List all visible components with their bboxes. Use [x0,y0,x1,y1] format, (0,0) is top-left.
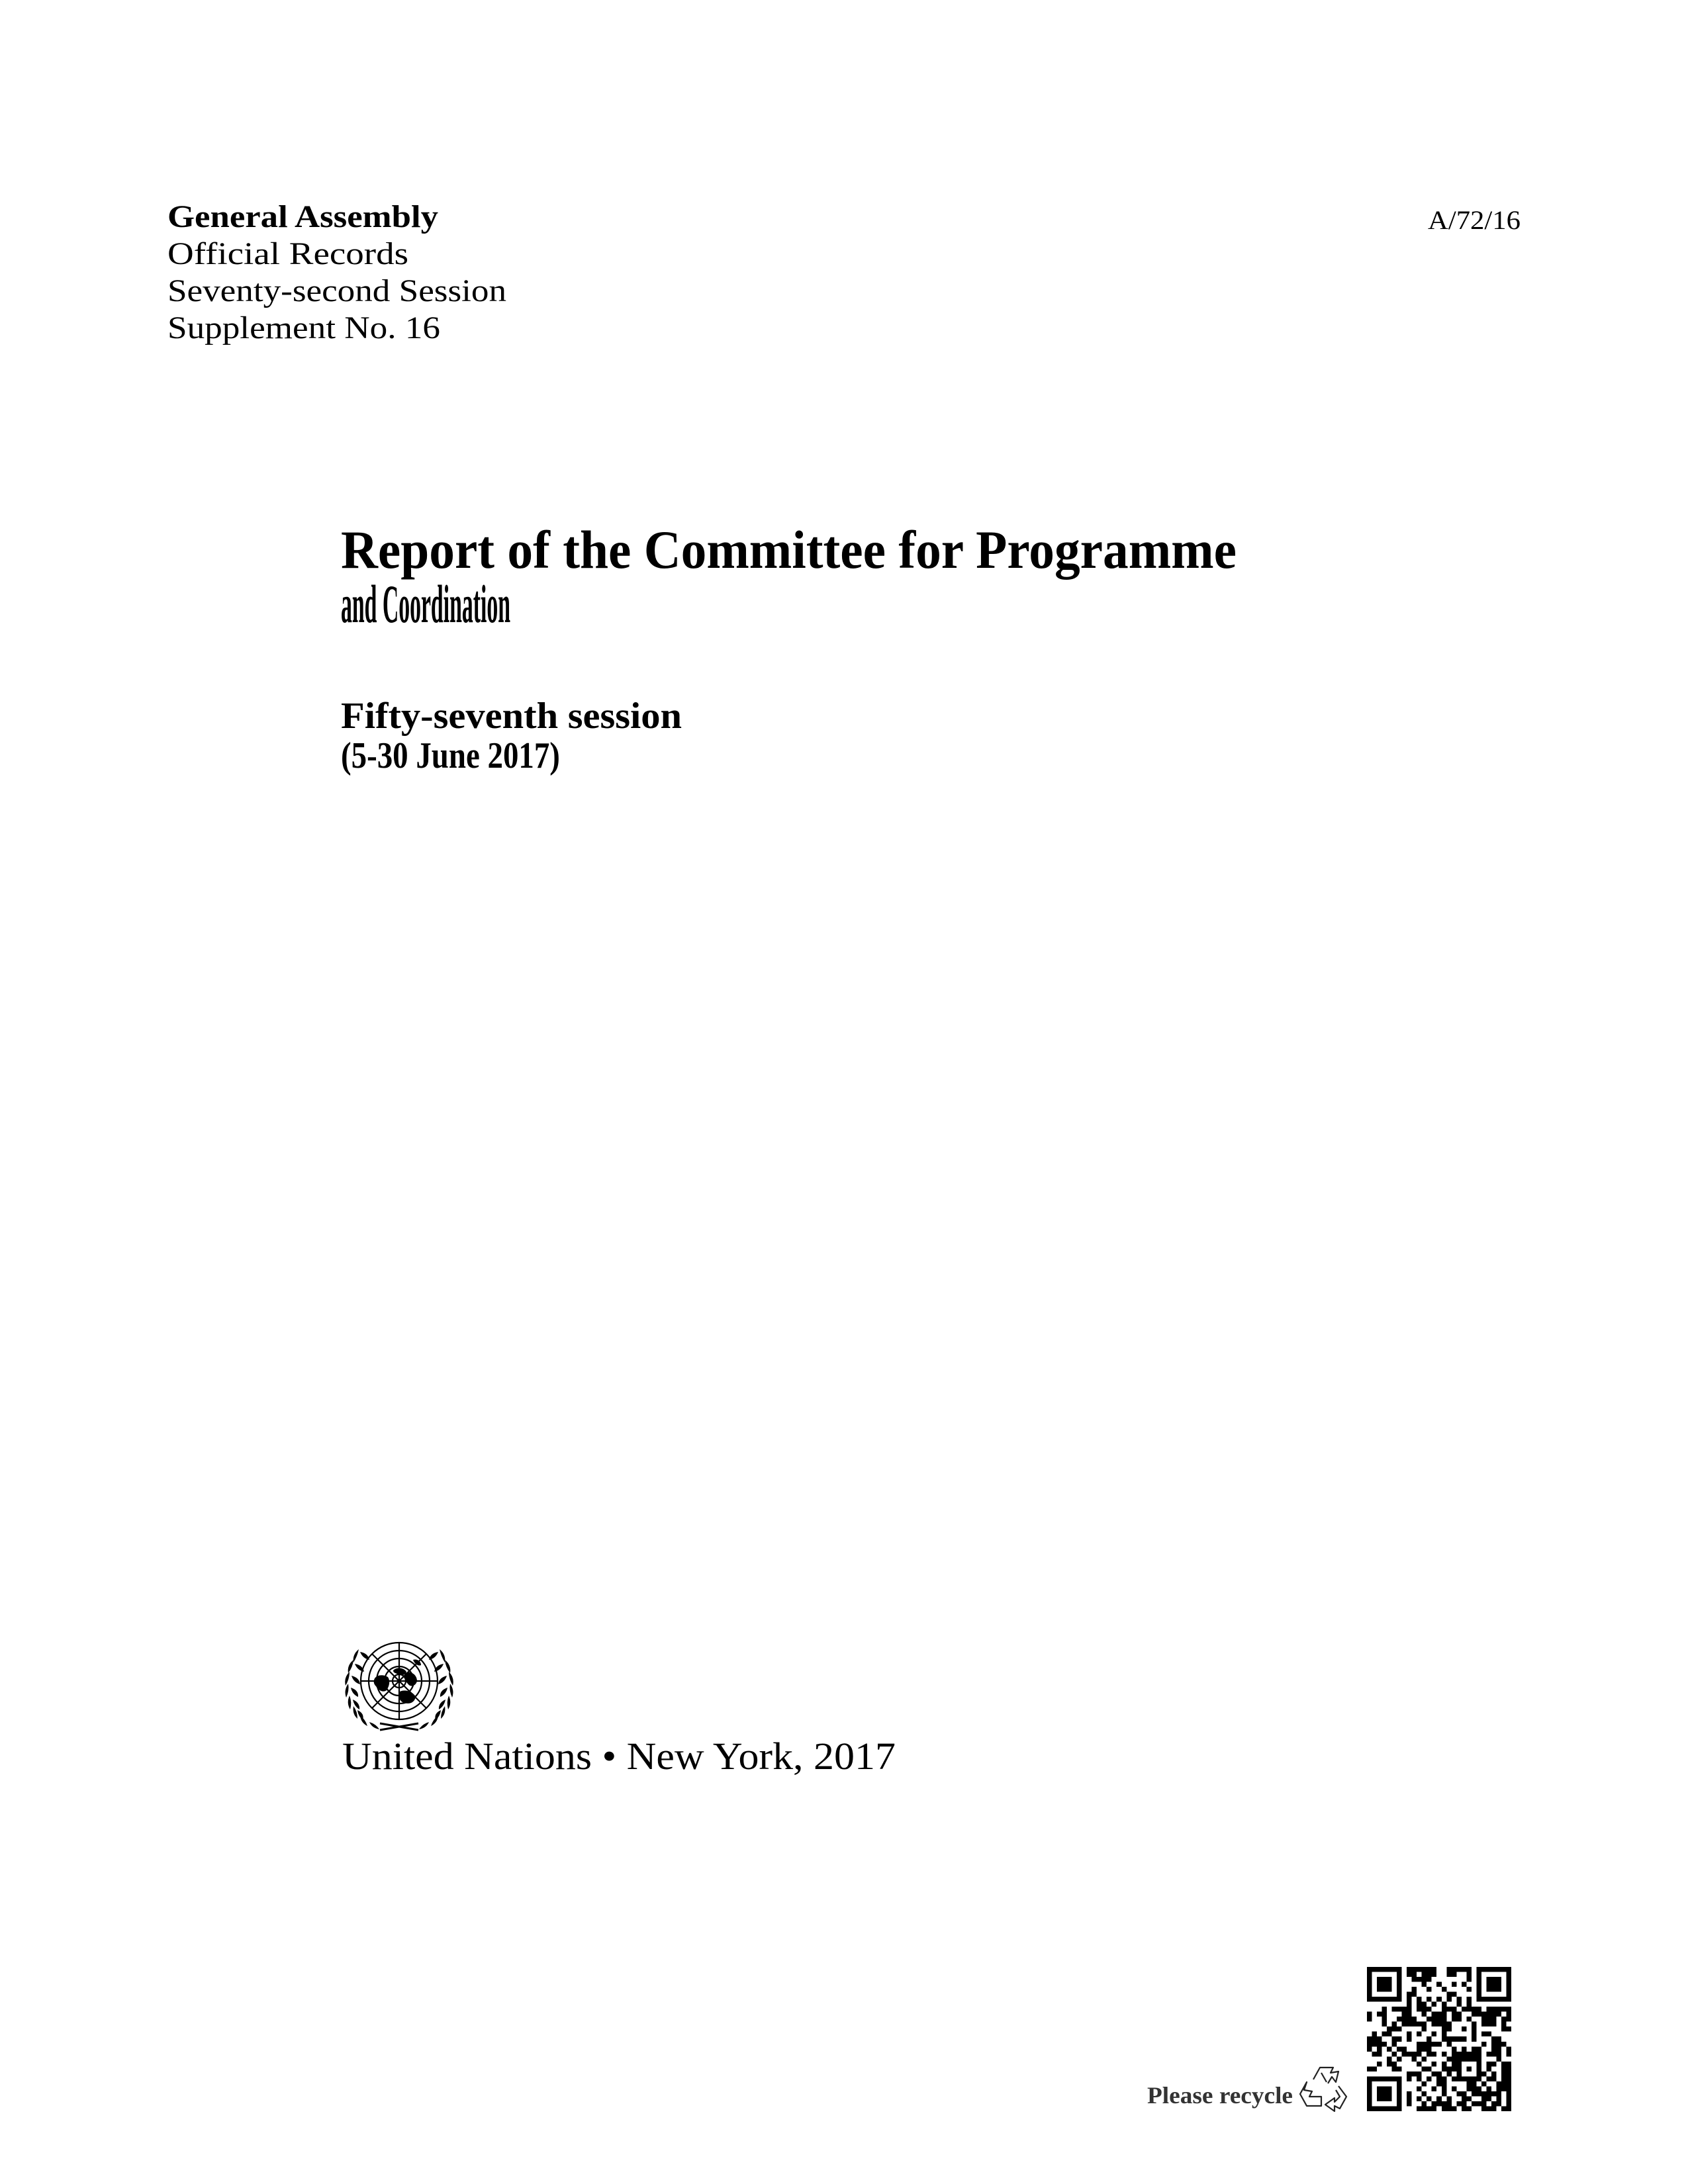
document-header [167,199,506,347]
organ-name: General Assembly [167,199,438,234]
document-title [341,520,1290,634]
un-emblem-icon [340,1640,458,1735]
title-line-2: and Coordination [341,574,510,634]
imprint [342,1735,896,1778]
publisher-name: United Nations [342,1735,592,1778]
recycle-label: Please recycle [1147,2082,1293,2109]
subtitle-dates: (5-30 June 2017) [341,735,560,776]
title-line-1: Report of the Committee for Programme [341,520,1237,580]
records-label: Official Records [167,236,408,271]
place-year: New York, 2017 [626,1735,896,1778]
bullet-separator: • [602,1735,617,1778]
recycle-icon [1295,2060,1350,2113]
document-symbol: A/72/16 [1428,205,1521,235]
subtitle-session: Fifty-seventh session [341,696,682,737]
document-subtitle [341,696,682,776]
supplement-label: Supplement No. 16 [167,310,440,345]
qr-code-icon [1367,1967,1511,2111]
session-label: Seventy-second Session [167,273,506,308]
